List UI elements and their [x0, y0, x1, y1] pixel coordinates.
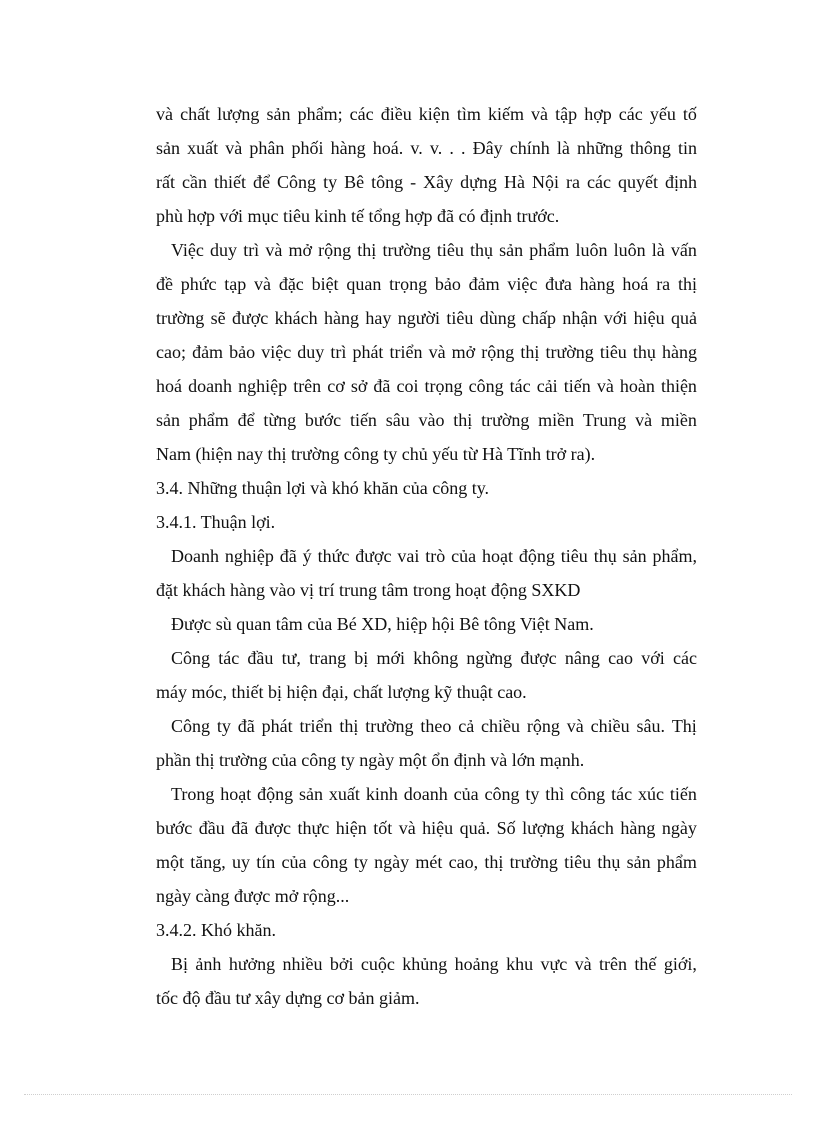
word: Doanh — [171, 546, 219, 566]
word: đưa — [545, 274, 572, 294]
word: hợp — [584, 104, 612, 124]
word: ngừng — [466, 648, 513, 668]
section-heading: 3.4.2. Khó khăn. — [156, 920, 276, 940]
word: trường — [156, 308, 205, 328]
word: sở — [350, 376, 368, 396]
word: trang — [309, 648, 347, 668]
word: chiều — [590, 716, 630, 736]
word: tông — [371, 172, 404, 192]
word: . — [449, 138, 454, 158]
word: thông — [629, 138, 671, 158]
word: ty — [525, 784, 540, 804]
text-line — [156, 233, 697, 267]
word: bảo — [434, 274, 461, 294]
word: . — [460, 138, 466, 158]
word: phát — [352, 342, 384, 362]
word: nghiệp — [238, 376, 288, 396]
word: ty — [323, 172, 338, 192]
word: các — [349, 104, 374, 124]
word: Bị — [171, 954, 189, 974]
word: rất — [156, 172, 175, 192]
word: Số — [496, 818, 516, 838]
word: v. — [410, 138, 423, 158]
word: lượng — [522, 818, 565, 838]
word: của — [453, 784, 479, 804]
word: vực — [540, 954, 568, 974]
word: tác — [611, 784, 633, 804]
word: thiện — [660, 376, 697, 396]
word: miền — [660, 410, 697, 430]
text-line — [156, 97, 697, 131]
text-line: đặt khách hàng vào vị trí trung tâm trong hoạt động SXKD — [156, 580, 581, 600]
word: thì — [545, 784, 565, 804]
word: sản — [156, 138, 180, 158]
text-line — [156, 165, 697, 199]
word: thụ — [597, 852, 621, 872]
word: xúc — [637, 784, 664, 804]
word: khu — [506, 954, 534, 974]
word: luôn — [575, 240, 608, 260]
word: và — [566, 716, 584, 736]
word: - — [410, 172, 417, 192]
word: ty — [216, 716, 231, 736]
text-line: tốc độ đầu tư xây dựng cơ bản giảm. — [156, 988, 420, 1008]
word: với — [641, 648, 665, 668]
word: thức — [317, 546, 350, 566]
word: sản — [299, 784, 324, 804]
word: để — [237, 410, 255, 430]
word: triển — [389, 342, 423, 362]
word: và — [531, 104, 549, 124]
word: trường — [365, 716, 414, 736]
word: đặc — [278, 274, 304, 294]
text-line — [156, 267, 697, 301]
word: sản — [622, 546, 647, 566]
word: động — [257, 784, 294, 804]
word: Đây — [472, 138, 503, 158]
word: sản — [499, 240, 524, 260]
word: là — [651, 240, 665, 260]
word: với — [603, 308, 628, 328]
word: đã — [279, 546, 297, 566]
text-line — [156, 403, 697, 437]
word: xuất — [187, 138, 219, 158]
word: quả — [671, 308, 697, 328]
word: công — [484, 784, 520, 804]
word: ngày — [374, 852, 410, 872]
word: cuộc — [360, 954, 395, 974]
word: triển — [299, 716, 333, 736]
word: quả. — [459, 818, 491, 838]
word: duy — [210, 240, 238, 260]
word: phẩm — [529, 240, 570, 260]
word: hoá. — [372, 138, 404, 158]
word: ra — [656, 274, 671, 294]
word: Nội — [531, 172, 559, 192]
word: kiếm — [487, 104, 524, 124]
section-heading: 3.4. Những thuận lợi và khó khăn của công ty. — [156, 478, 490, 498]
word: sản — [266, 104, 291, 124]
word: đảm — [468, 274, 500, 294]
word: đã — [237, 716, 255, 736]
word: Thị — [671, 716, 697, 736]
word: hiệu — [422, 818, 454, 838]
word: luôn — [613, 240, 646, 260]
word: thị — [357, 240, 377, 260]
word: là — [556, 138, 570, 158]
word: trường — [481, 410, 530, 430]
word: dùng — [479, 308, 516, 328]
word: tiến — [563, 376, 591, 396]
word: cả — [458, 716, 475, 736]
text-line — [156, 845, 697, 879]
word: tiêu — [446, 308, 474, 328]
word: được — [232, 308, 269, 328]
word: việc — [261, 342, 292, 362]
word: chấp — [522, 308, 557, 328]
word: khách — [274, 308, 318, 328]
word: sẽ — [210, 308, 226, 328]
word: quan — [346, 274, 382, 294]
word: thế — [634, 954, 657, 974]
word: v. — [429, 138, 443, 158]
word: trò — [425, 546, 446, 566]
word: ý — [302, 546, 312, 566]
word: trì — [330, 342, 347, 362]
word: thiết — [214, 172, 246, 192]
word: tư, — [281, 648, 301, 668]
word: những — [576, 138, 623, 158]
word: tốt — [373, 818, 393, 838]
word: bước — [156, 818, 193, 838]
word: ngày — [661, 818, 697, 838]
word: công — [312, 852, 348, 872]
word: phối — [291, 138, 324, 158]
word: phân — [249, 138, 285, 158]
word: bước — [304, 410, 342, 430]
word: tăng, — [190, 852, 226, 872]
text-line — [156, 539, 697, 573]
page-bottom-divider — [24, 1094, 792, 1095]
text-line — [156, 301, 697, 335]
word: một — [156, 852, 185, 872]
text-line: ngày càng được mở rộng... — [156, 886, 350, 906]
word: các — [672, 648, 697, 668]
word: và — [265, 240, 283, 260]
word: tín — [256, 852, 276, 872]
word: và — [225, 138, 243, 158]
word: cao; — [156, 342, 186, 362]
word: phẩm; — [297, 104, 343, 124]
word: tố — [682, 104, 697, 124]
word: lượng — [217, 104, 260, 124]
word: của — [451, 546, 477, 566]
word: vào — [418, 410, 445, 430]
word: nghiệp — [224, 546, 274, 566]
word: vấn — [670, 240, 697, 260]
word: coi — [396, 376, 419, 396]
word: được — [254, 818, 291, 838]
word: rộng — [318, 240, 352, 260]
text-line: Nam (hiện nay thị trường công ty chủ yếu từ Hà Tĩnh trở ra). — [156, 444, 596, 464]
word: đầu — [198, 818, 225, 838]
word: mở — [288, 240, 312, 260]
word: công — [570, 784, 606, 804]
word: hoạt — [482, 546, 514, 566]
word: hàng — [323, 308, 359, 328]
text-line — [156, 777, 697, 811]
text-line: phù hợp với mục tiêu kinh tế tổng hợp đã có định trước. — [156, 206, 560, 226]
word: và — [156, 104, 173, 124]
word: tiêu — [564, 852, 592, 872]
word: và — [428, 342, 446, 362]
word: hoá — [156, 376, 182, 396]
word: và — [254, 274, 272, 294]
word: tiến — [349, 410, 377, 430]
word: trọng — [389, 274, 428, 294]
word: nhiều — [282, 954, 323, 974]
word: trường — [382, 240, 431, 260]
word: uy — [231, 852, 250, 872]
word: thị — [677, 274, 697, 294]
word: hàng — [661, 342, 697, 362]
word: Trong — [171, 784, 215, 804]
text-line: Được sù quan tâm của Bé XD, hiệp hội Bê tông Việt Nam. — [171, 614, 594, 634]
word: thị — [520, 342, 540, 362]
word: hiệu — [633, 308, 665, 328]
word: ra — [565, 172, 580, 192]
word: giới, — [663, 954, 697, 974]
word: cần — [182, 172, 207, 192]
word: phức — [180, 274, 217, 294]
word: bị — [354, 648, 369, 668]
word: rộng — [481, 342, 515, 362]
word: thị — [339, 716, 359, 736]
word: phát — [261, 716, 293, 736]
word: mét — [415, 852, 443, 872]
section-heading: 3.4.1. Thuận lợi. — [156, 512, 276, 532]
word: đầu — [247, 648, 274, 668]
word: động — [518, 546, 555, 566]
word: rộng — [526, 716, 560, 736]
word: kinh — [365, 784, 398, 804]
word: hoạt — [220, 784, 252, 804]
word: trên — [599, 954, 628, 974]
word: cao, — [448, 852, 479, 872]
word: ty — [353, 852, 368, 872]
word: phẩm — [656, 852, 697, 872]
word: quyết — [617, 172, 658, 192]
word: tiêu — [436, 240, 464, 260]
word: sâu. — [636, 716, 665, 736]
word: kiện — [418, 104, 450, 124]
word: để — [253, 172, 271, 192]
word: cơ — [327, 376, 345, 396]
word: đảm — [192, 342, 224, 362]
word: công — [468, 376, 504, 396]
word: định — [664, 172, 697, 192]
word: nhận — [562, 308, 598, 328]
word: trường — [545, 342, 594, 362]
word: mở — [451, 342, 476, 362]
word: cải — [536, 376, 558, 396]
word: việc — [507, 274, 538, 294]
word: hưởng — [228, 954, 276, 974]
word: doanh — [403, 784, 448, 804]
word: các — [586, 172, 611, 192]
word: và — [574, 954, 592, 974]
word: được — [520, 648, 557, 668]
word: của — [281, 852, 307, 872]
word: Công — [171, 648, 211, 668]
word: điều — [380, 104, 412, 124]
word: tiêu — [599, 342, 627, 362]
word: chính — [509, 138, 550, 158]
word: được — [355, 546, 392, 566]
word: các — [618, 104, 643, 124]
text-line — [156, 947, 697, 981]
word: Công — [277, 172, 317, 192]
word: và — [398, 818, 416, 838]
word: Trung — [582, 410, 627, 430]
word: thụ — [593, 546, 617, 566]
word: thụ — [632, 342, 656, 362]
word: duy — [297, 342, 325, 362]
text-line — [156, 641, 697, 675]
word: xuất — [328, 784, 360, 804]
word: và — [596, 376, 614, 396]
word: Việc — [171, 240, 204, 260]
word: người — [397, 308, 440, 328]
text-line — [156, 369, 697, 403]
word: doanh — [188, 376, 233, 396]
text-line — [156, 131, 697, 165]
word: khủng — [402, 954, 448, 974]
word: và — [635, 410, 653, 430]
word: không — [413, 648, 459, 668]
word: hoá — [622, 274, 649, 294]
word: dựng — [460, 172, 497, 192]
word: Công — [171, 716, 211, 736]
word: Bê — [344, 172, 365, 192]
word: trì — [243, 240, 260, 260]
word: bảo — [229, 342, 256, 362]
word: ảnh — [195, 954, 222, 974]
word: từng — [263, 410, 297, 430]
word: hoàn — [619, 376, 655, 396]
word: đề — [156, 274, 173, 294]
word: thị — [484, 852, 504, 872]
word: sản — [156, 410, 180, 430]
word: tạp — [224, 274, 247, 294]
word: tin — [677, 138, 697, 158]
word: nâng — [564, 648, 600, 668]
word: phẩm — [188, 410, 229, 430]
word: yếu — [649, 104, 676, 124]
word: bởi — [329, 954, 354, 974]
word: đã — [231, 818, 249, 838]
word: tìm — [456, 104, 481, 124]
word: hàng — [620, 818, 656, 838]
word: thụ — [470, 240, 494, 260]
word: mới — [376, 648, 406, 668]
word: hàng — [330, 138, 366, 158]
text-line: phần thị trường của công ty ngày một ổn định và lớn mạnh. — [156, 750, 585, 770]
word: tiêu — [560, 546, 588, 566]
word: hay — [365, 308, 392, 328]
word: hàng — [579, 274, 615, 294]
word: Hà — [503, 172, 525, 192]
word: biệt — [311, 274, 339, 294]
word: thực — [297, 818, 330, 838]
word: miền — [538, 410, 575, 430]
word: trường — [509, 852, 558, 872]
word: hoảng — [454, 954, 499, 974]
word: trên — [293, 376, 322, 396]
word: tập — [555, 104, 578, 124]
word: trọng — [424, 376, 463, 396]
word: sản — [626, 852, 651, 872]
word: Xây — [423, 172, 454, 192]
word: thị — [453, 410, 473, 430]
word: sâu — [385, 410, 410, 430]
document-body — [156, 97, 697, 1015]
word: cao — [608, 648, 634, 668]
word: phẩm, — [652, 546, 697, 566]
text-line — [156, 335, 697, 369]
word: tác — [218, 648, 240, 668]
word: chiều — [481, 716, 521, 736]
word: theo — [420, 716, 452, 736]
word: vai — [397, 546, 420, 566]
word: tiến — [669, 784, 697, 804]
text-line — [156, 709, 697, 743]
word: tác — [509, 376, 531, 396]
word: chất — [180, 104, 211, 124]
word: khách — [570, 818, 614, 838]
word: hiện — [335, 818, 367, 838]
word: đã — [373, 376, 391, 396]
text-line — [156, 811, 697, 845]
text-line: máy móc, thiết bị hiện đại, chất lượng kỹ thuật cao. — [156, 682, 527, 702]
